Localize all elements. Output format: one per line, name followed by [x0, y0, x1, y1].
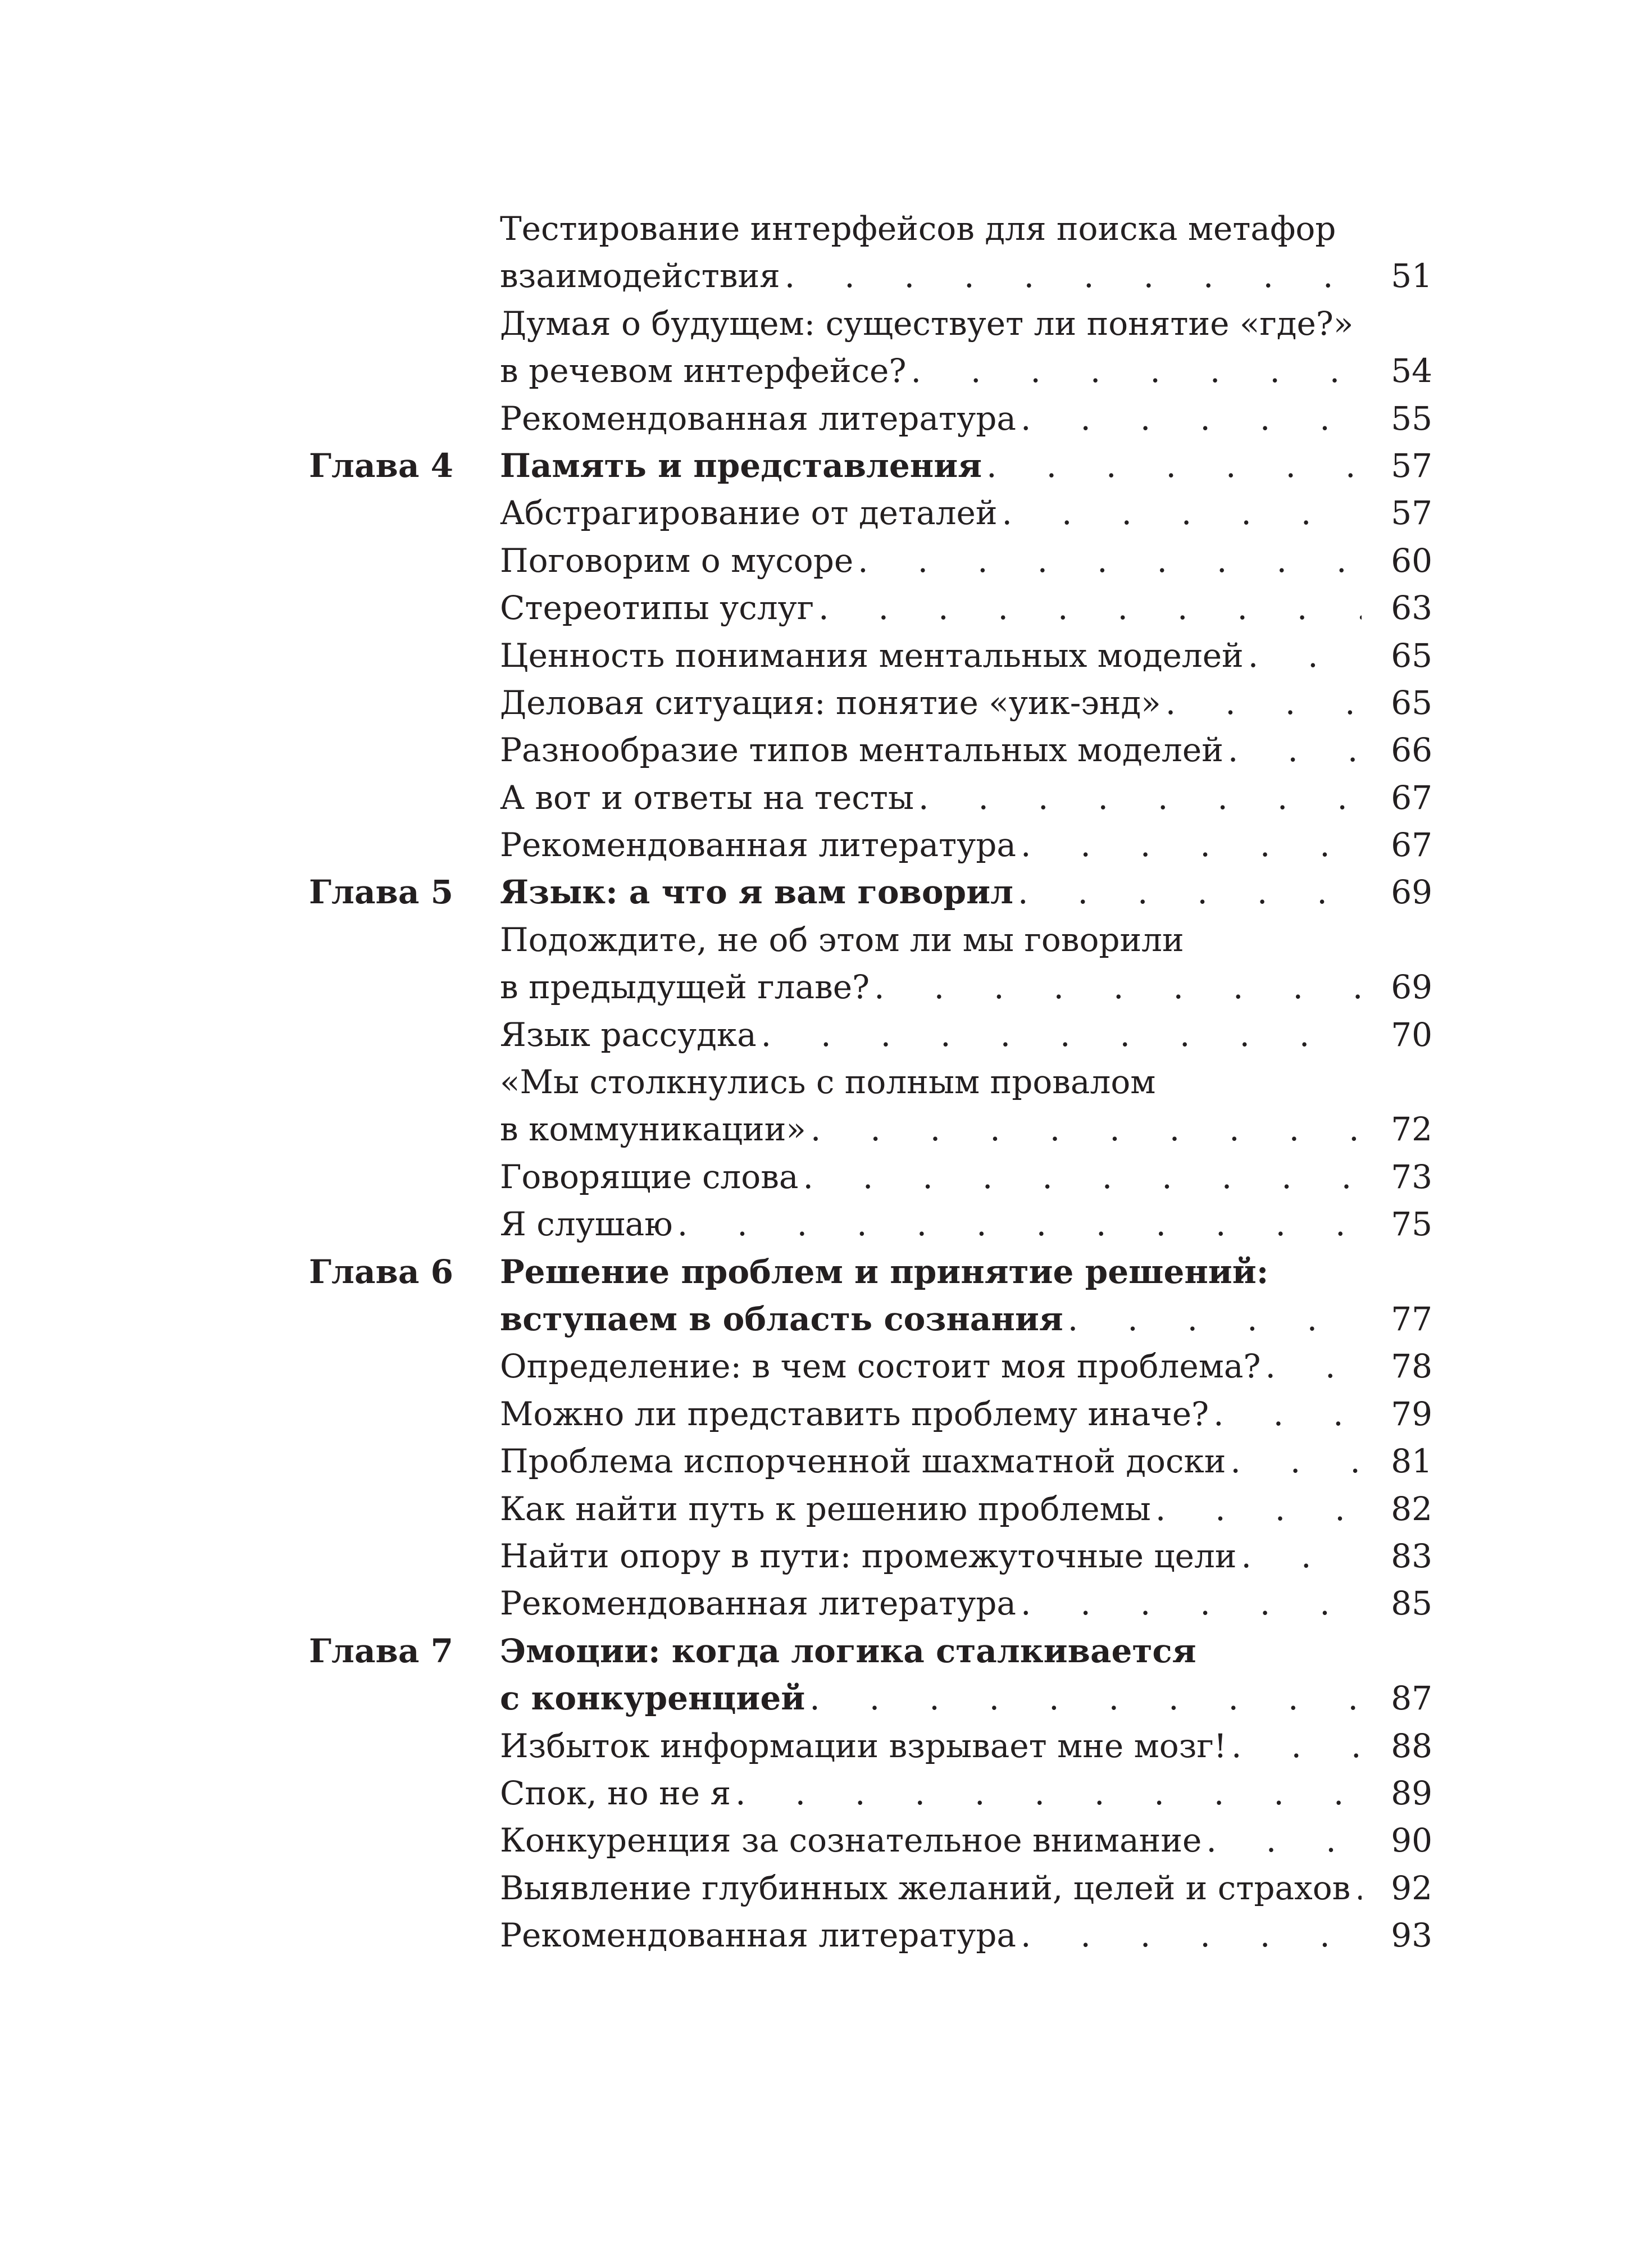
- toc-line: [309, 395, 1432, 442]
- toc-section-entry: [309, 584, 1432, 631]
- page-number: 51: [1391, 257, 1432, 295]
- toc-section-entry: [309, 1770, 1432, 1817]
- dot-leader: [1206, 1817, 1362, 1864]
- toc-section-entry: [309, 395, 1432, 442]
- toc-line: [309, 1580, 1432, 1627]
- section-title: Подождите, не об этом ли мы говорили: [500, 920, 1184, 959]
- toc-line: [309, 584, 1432, 631]
- dot-leader: [811, 1106, 1362, 1153]
- dot-leader: [1228, 726, 1362, 774]
- section-title: Выявление глубинных желаний, целей и страхов: [500, 1868, 1351, 1907]
- dot-leader: [1241, 1532, 1362, 1580]
- toc-chapter-entry: [309, 868, 1432, 916]
- dot-leader: [818, 584, 1362, 631]
- section-title: Деловая ситуация: понятие «уик-энд»: [500, 683, 1161, 722]
- dot-leader: [809, 1675, 1362, 1722]
- toc-line: [309, 1864, 1432, 1912]
- toc-line: [309, 1722, 1432, 1770]
- toc-section-entry: [309, 679, 1432, 726]
- section-title: Абстрагирование от деталей: [500, 494, 998, 533]
- toc-line: [309, 1912, 1432, 1959]
- toc-line: [309, 774, 1432, 821]
- toc-line: [309, 537, 1432, 584]
- page-number: 54: [1391, 352, 1432, 390]
- dot-leader: [874, 963, 1362, 1011]
- dot-leader: [1266, 1343, 1362, 1390]
- section-title: Определение: в чем состоит моя проблема?: [500, 1347, 1261, 1386]
- page-number: 85: [1391, 1584, 1432, 1623]
- page-number: 63: [1391, 589, 1432, 627]
- toc-line: [309, 1532, 1432, 1580]
- page-number: 93: [1391, 1916, 1432, 1955]
- page-number: 67: [1391, 826, 1432, 865]
- section-title: Думая о будущем: существует ли понятие «где?»: [500, 304, 1354, 343]
- dot-leader: [1248, 632, 1362, 679]
- page-number: 55: [1391, 399, 1432, 438]
- toc-section-entry: [309, 205, 1432, 300]
- page-number: 92: [1391, 1868, 1432, 1907]
- section-title: Как найти путь к решению проблемы: [500, 1489, 1151, 1528]
- toc-line: [309, 252, 1432, 299]
- page-number: 66: [1391, 731, 1432, 770]
- dot-leader: [986, 442, 1362, 489]
- toc-line: [309, 1200, 1432, 1248]
- section-title: Спок, но не я: [500, 1773, 731, 1812]
- toc-line: [309, 205, 1432, 252]
- section-title: «Мы столкнулись с полным провалом: [500, 1063, 1156, 1102]
- page-number: 70: [1391, 1015, 1432, 1054]
- page-number: 67: [1391, 778, 1432, 817]
- page-number: 69: [1391, 873, 1432, 912]
- toc-line: [309, 1106, 1432, 1153]
- section-title: Язык рассудка: [500, 1015, 757, 1054]
- toc-section-entry: [309, 632, 1432, 679]
- toc-line: [309, 1248, 1432, 1295]
- toc-line: [309, 1153, 1432, 1200]
- page-number: 57: [1391, 446, 1432, 485]
- page-number: 65: [1391, 636, 1432, 675]
- page-number: 60: [1391, 541, 1432, 580]
- toc-section-entry: [309, 1864, 1432, 1912]
- dot-leader: [1213, 1390, 1362, 1438]
- toc-section-entry: [309, 1153, 1432, 1200]
- toc-line: [309, 347, 1432, 394]
- toc-line: [309, 916, 1432, 963]
- dot-leader: [1231, 1722, 1362, 1770]
- page-number: 82: [1391, 1489, 1432, 1528]
- section-title: Можно ли представить проблему иначе?: [500, 1394, 1209, 1433]
- page-number: 79: [1391, 1394, 1432, 1433]
- toc-section-entry: [309, 1058, 1432, 1153]
- section-title: Конкуренция за сознательное внимание: [500, 1821, 1202, 1860]
- toc-section-entry: [309, 1532, 1432, 1580]
- dot-leader: [761, 1011, 1362, 1058]
- chapter-title: с конкуренцией: [500, 1679, 805, 1718]
- page-number: 78: [1391, 1347, 1432, 1386]
- dot-leader: [1002, 489, 1362, 536]
- section-title: Проблема испорченной шахматной доски: [500, 1442, 1226, 1481]
- toc-section-entry: [309, 537, 1432, 584]
- toc-section-entry: [309, 300, 1432, 395]
- dot-leader: [677, 1200, 1362, 1248]
- dot-leader: [918, 774, 1362, 821]
- page-number: 81: [1391, 1442, 1432, 1481]
- section-title: Рекомендованная литература: [500, 1916, 1016, 1955]
- toc-line: [309, 442, 1432, 489]
- section-title: Рекомендованная литература: [500, 826, 1016, 865]
- table-of-contents: [309, 205, 1432, 1959]
- dot-leader: [1018, 868, 1362, 916]
- toc-section-entry: [309, 489, 1432, 536]
- section-title: Поговорим о мусоре: [500, 541, 854, 580]
- page-number: 69: [1391, 968, 1432, 1007]
- chapter-title: Решение проблем и принятие решений:: [500, 1252, 1269, 1291]
- section-title: Говорящие слова: [500, 1157, 799, 1196]
- chapter-title: вступаем в область сознания: [500, 1299, 1063, 1338]
- dot-leader: [1230, 1438, 1362, 1485]
- toc-section-entry: [309, 1438, 1432, 1485]
- toc-line: [309, 821, 1432, 868]
- toc-line: [309, 868, 1432, 916]
- toc-chapter-entry: [309, 442, 1432, 489]
- section-title: Ценность понимания ментальных моделей: [500, 636, 1244, 675]
- toc-line: [309, 1438, 1432, 1485]
- section-title: взаимодействия: [500, 257, 780, 295]
- section-title: в предыдущей главе?: [500, 968, 870, 1007]
- page-number: 73: [1391, 1157, 1432, 1196]
- toc-section-entry: [309, 1011, 1432, 1058]
- chapter-label: Глава 4: [309, 446, 453, 485]
- chapter-label: Глава 6: [309, 1252, 453, 1291]
- chapter-title: Память и представления: [500, 446, 982, 485]
- toc-line: [309, 300, 1432, 347]
- toc-line: [309, 1011, 1432, 1058]
- section-title: Я слушаю: [500, 1205, 673, 1244]
- page-number: 75: [1391, 1205, 1432, 1244]
- section-title: Избыток информации взрывает мне мозг!: [500, 1726, 1227, 1765]
- page-number: 87: [1391, 1679, 1432, 1718]
- chapter-label: Глава 5: [309, 873, 453, 912]
- toc-section-entry: [309, 1200, 1432, 1248]
- section-title: Тестирование интерфейсов для поиска метафор: [500, 210, 1336, 248]
- toc-chapter-entry: [309, 1248, 1432, 1343]
- toc-line: [309, 963, 1432, 1011]
- dot-leader: [803, 1153, 1362, 1200]
- dot-leader: [1068, 1295, 1362, 1343]
- dot-leader: [911, 347, 1362, 394]
- dot-leader: [1155, 1485, 1362, 1532]
- section-title: Разнообразие типов ментальных моделей: [500, 731, 1223, 770]
- dot-leader: [1021, 1912, 1362, 1959]
- dot-leader: [1021, 1580, 1362, 1627]
- section-title: Стереотипы услуг: [500, 589, 814, 627]
- page-number: 57: [1391, 494, 1432, 533]
- toc-section-entry: [309, 916, 1432, 1011]
- dot-leader: [1166, 679, 1362, 726]
- toc-line: [309, 726, 1432, 774]
- toc-line: [309, 632, 1432, 679]
- toc-section-entry: [309, 821, 1432, 868]
- chapter-title: Язык: а что я вам говорил: [500, 873, 1014, 912]
- section-title: Найти опору в пути: промежуточные цели: [500, 1536, 1237, 1575]
- page-number: 65: [1391, 683, 1432, 722]
- page-number: 83: [1391, 1536, 1432, 1575]
- chapter-label: Глава 7: [309, 1631, 453, 1670]
- toc-line: [309, 1627, 1432, 1675]
- page-number: 77: [1391, 1299, 1432, 1338]
- toc-line: [309, 1675, 1432, 1722]
- toc-line: [309, 1485, 1432, 1532]
- dot-leader: [858, 537, 1362, 584]
- dot-leader: [735, 1770, 1362, 1817]
- dot-leader: [1021, 821, 1362, 868]
- toc-section-entry: [309, 1580, 1432, 1627]
- toc-section-entry: [309, 1722, 1432, 1770]
- toc-chapter-entry: [309, 1627, 1432, 1722]
- toc-line: [309, 1295, 1432, 1343]
- page-number: 89: [1391, 1773, 1432, 1812]
- toc-section-entry: [309, 1817, 1432, 1864]
- toc-line: [309, 1058, 1432, 1106]
- section-title: А вот и ответы на тесты: [500, 778, 914, 817]
- section-title: в коммуникации»: [500, 1110, 806, 1149]
- page-number: 90: [1391, 1821, 1432, 1860]
- toc-section-entry: [309, 1343, 1432, 1390]
- dot-leader: [1021, 395, 1362, 442]
- toc-line: [309, 1770, 1432, 1817]
- toc-section-entry: [309, 1390, 1432, 1438]
- toc-section-entry: [309, 774, 1432, 821]
- toc-line: [309, 1343, 1432, 1390]
- page-number: 88: [1391, 1726, 1432, 1765]
- toc-section-entry: [309, 1485, 1432, 1532]
- toc-line: [309, 679, 1432, 726]
- toc-section-entry: [309, 1912, 1432, 1959]
- toc-line: [309, 489, 1432, 536]
- toc-line: [309, 1817, 1432, 1864]
- section-title: Рекомендованная литература: [500, 1584, 1016, 1623]
- toc-section-entry: [309, 726, 1432, 774]
- chapter-title: Эмоции: когда логика сталкивается: [500, 1631, 1196, 1670]
- dot-leader: [1355, 1864, 1362, 1912]
- section-title: Рекомендованная литература: [500, 399, 1016, 438]
- page-number: 72: [1391, 1110, 1432, 1149]
- dot-leader: [785, 252, 1362, 299]
- toc-line: [309, 1390, 1432, 1438]
- section-title: в речевом интерфейсе?: [500, 352, 907, 390]
